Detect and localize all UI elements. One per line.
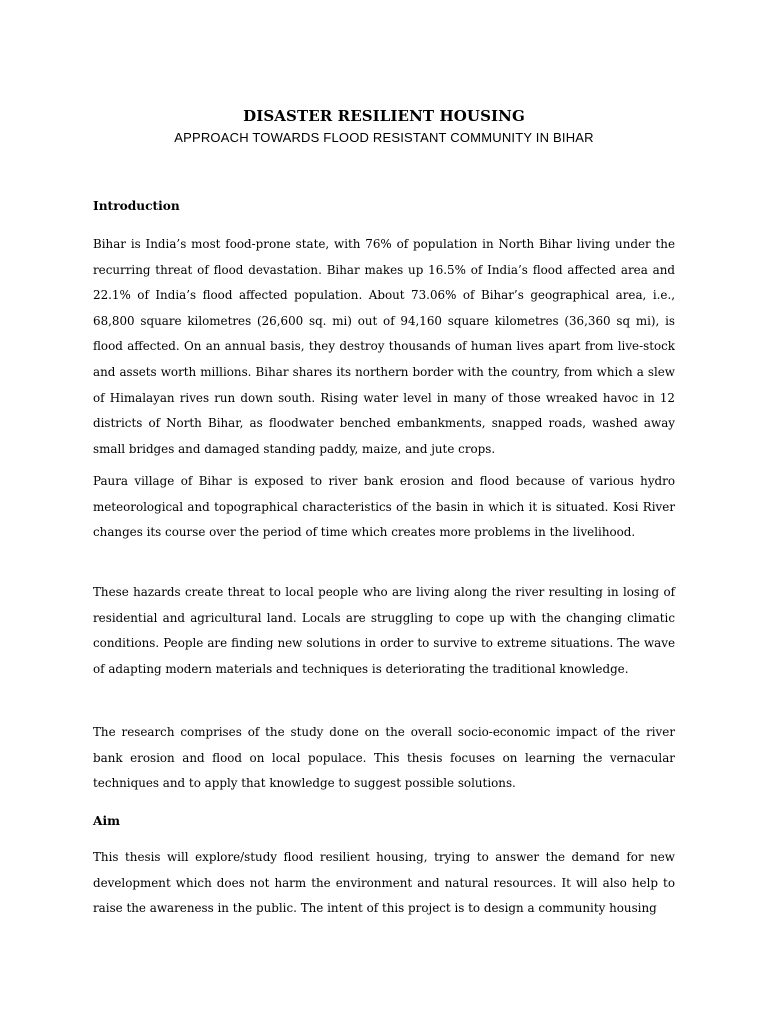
- document-page: [93, 0, 675, 1024]
- introduction-paragraph-4: The research comprises of the study done on the overall socio-economic impact of the river bank erosion and flood on local populace. This thesis focuses on learning the vernacular techniques and to apply that knowledge to suggest possible solutions.: [93, 725, 675, 791]
- document-subtitle: APPROACH TOWARDS FLOOD RESISTANT COMMUNITY IN BIHAR: [174, 130, 594, 145]
- introduction-paragraph-1: Bihar is India’s most food-prone state, with 76% of population in North Bihar living under the recurring threat of flood devastation. Bihar makes up 16.5% of India’s flood affected area and 22.1% of India’s flood affected population. About 73.06% of Bihar’s geographical area, i.e., 68,800 square kilometres (26,600 sq. mi) out of 94,160 square kilometres (36,360 sq mi), is flood affected. On an annual basis, they destroy thousands of human lives apart from live-stock and assets worth millions. Bihar shares its northern border with the country, from which a slew of Himalayan rives run down south. Rising water level in many of those wreaked havoc in 12 districts of North Bihar, as floodwater benched embankments, snapped roads, washed away small bridges and damaged standing paddy, maize, and jute crops.: [93, 237, 675, 456]
- document-title: DISASTER RESILIENT HOUSING: [243, 107, 525, 125]
- section-heading-introduction: Introduction: [93, 199, 180, 213]
- aim-paragraph-1: This thesis will explore/study flood resilient housing, trying to answer the demand for new development which does not harm the environment and natural resources. It will also help to raise the awareness in the public. The intent of this project is to design a community housing: [93, 850, 675, 916]
- introduction-paragraph-3: These hazards create threat to local people who are living along the river resulting in losing of residential and agricultural land. Locals are struggling to cope up with the changing climatic conditions. People are finding new solutions in order to survive to extreme situations. The wave of adapting modern materials and techniques is deteriorating the traditional knowledge.: [93, 585, 675, 676]
- introduction-paragraph-2: Paura village of Bihar is exposed to river bank erosion and flood because of various hydro meteorological and topographical characteristics of the basin in which it is situated. Kosi River changes its course over the period of time which creates more problems in the livelihood.: [93, 474, 675, 540]
- section-heading-aim: Aim: [93, 814, 120, 828]
